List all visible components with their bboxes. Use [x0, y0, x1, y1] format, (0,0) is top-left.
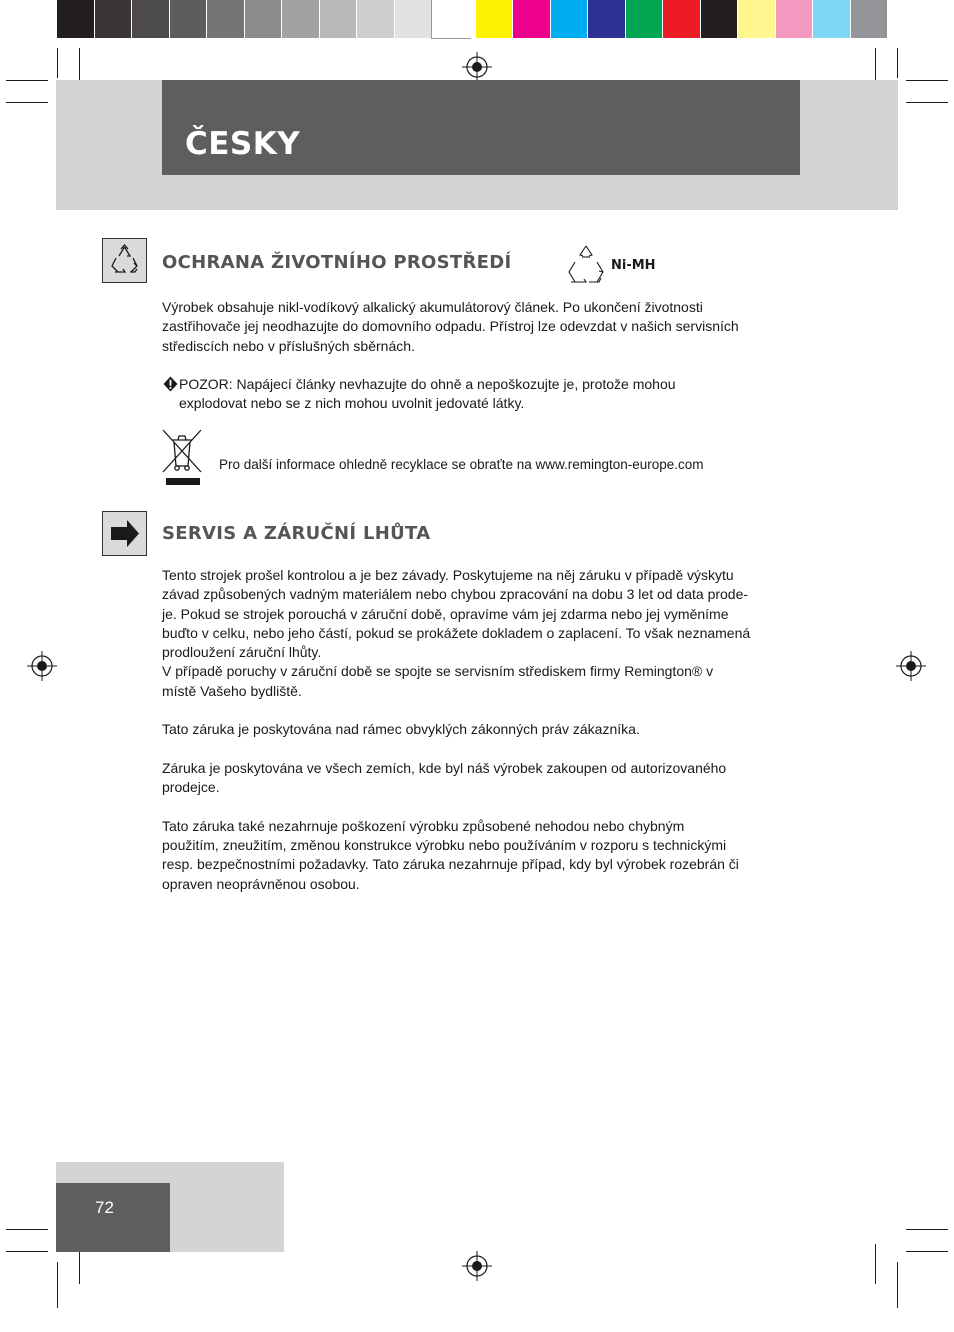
environment-paragraph: [162, 298, 739, 356]
color-swatch: [663, 0, 701, 38]
color-swatch: [245, 0, 283, 38]
color-swatch: [395, 0, 433, 38]
text-line: buďto v celku, nebo jeho částí, pokud se prokážete dokladem o zaplacení. To však neznamená: [162, 624, 751, 641]
crop-mark: [875, 1244, 876, 1284]
text-line: prodloužení záruční lhůty.: [162, 644, 322, 661]
crop-mark: [906, 1251, 948, 1252]
page-number: 72: [95, 1198, 114, 1217]
text-line: je. Pokud se strojek porouchá v záruční době, opravíme vám jej zdarma nebo jej vyměníme: [162, 605, 729, 622]
section-heading-environment: OCHRANA ŽIVOTNÍHO PROSTŘEDÍ: [162, 252, 512, 273]
service-paragraph-2: Tato záruka je poskytována nad rámec obvyklých zákonných práv zákazníka.: [162, 721, 640, 738]
crop-mark: [906, 80, 948, 81]
crop-mark: [897, 1262, 898, 1308]
arrow-right-icon: [102, 511, 147, 556]
warning-text: [179, 375, 676, 414]
text-line: POZOR: Napájecí články nevhazujte do ohně a nepoškozujte je, protože mohou: [179, 376, 676, 392]
crop-mark: [57, 48, 58, 78]
color-swatch: [320, 0, 358, 38]
text-line: resp. bezpečnostními požadavky. Tato záruka nezahrnuje případ, kdy byl výrobek rozebrán či: [162, 856, 739, 873]
text-line: použitím, zneužitím, změnou konstrukce výrobku nebo používáním v rozporu s technickými: [162, 837, 727, 854]
text-line: V případě poruchy v záruční době se spojte se servisním střediskem firmy Remington® v: [162, 663, 714, 680]
service-paragraph-3: [162, 759, 802, 798]
text-line: zastřihovače jej neodhazujte do domovního odpadu. Přístroj lze odevzdat v našich servisních: [162, 318, 739, 335]
recycle-icon: [102, 238, 147, 283]
crop-mark: [6, 1251, 48, 1252]
color-swatch: [851, 0, 889, 38]
crop-mark: [6, 102, 48, 103]
text-line: závad způsobených vadným materiálem nebo chybou zpracování na dobu 3 let od data prode-: [162, 586, 749, 603]
text-line: Tato záruka také nezahrnuje poškození výrobku způsobené nehodou nebo chybným: [162, 817, 685, 834]
color-swatch: [626, 0, 664, 38]
text-line: prodejce.: [162, 779, 220, 796]
crop-mark: [6, 1229, 48, 1230]
color-swatch: [282, 0, 320, 38]
crop-mark: [57, 1262, 58, 1308]
color-swatch: [95, 0, 133, 38]
battery-recycle-icon: [562, 242, 610, 290]
text-line: explodovat nebo se z nich mohou uvolnit jedovaté látky.: [179, 395, 525, 412]
color-swatch: [57, 0, 95, 38]
color-swatch: [776, 0, 814, 38]
color-swatch: [738, 0, 776, 38]
color-swatch: [170, 0, 208, 38]
color-swatch: [513, 0, 551, 38]
color-calibration-bar: [57, 0, 897, 38]
text-line: místě Vašeho bydliště.: [162, 682, 302, 699]
text-line: opraven neoprávněnou osobou.: [162, 875, 360, 892]
nimh-badge: Ni-MH: [611, 258, 656, 273]
page-title: ČESKY: [185, 126, 301, 162]
color-swatch: [476, 0, 514, 38]
warning-icon: [163, 376, 178, 392]
service-text: [162, 566, 802, 913]
service-paragraph-1: [162, 566, 802, 701]
crop-mark: [906, 1229, 948, 1230]
color-swatch: [813, 0, 851, 38]
color-swatch: [357, 0, 395, 38]
text-line: střediscích nebo v příslušných sběrnách.: [162, 337, 415, 354]
registration-mark-icon: [462, 52, 492, 82]
registration-mark-icon: [462, 1251, 492, 1281]
color-swatch: [551, 0, 589, 38]
section-heading-service: SERVIS A ZÁRUČNÍ LHŮTA: [162, 523, 431, 544]
color-swatch: [207, 0, 245, 38]
recycling-info: Pro další informace ohledně recyklace se obraťte na www.remington-europe.com: [219, 457, 704, 472]
crop-mark: [906, 102, 948, 103]
text-line: Výrobek obsahuje nikl-vodíkový alkalický akumulátorový článek. Po ukončení životnosti: [162, 299, 703, 315]
text-line: Tento strojek prošel kontrolou a je bez závady. Poskytujeme na něj záruku v případě výskytu: [162, 567, 734, 583]
registration-mark-icon: [896, 651, 926, 681]
registration-mark-icon: [27, 651, 57, 681]
color-swatch: [432, 0, 470, 38]
crop-mark: [6, 80, 48, 81]
color-swatch: [701, 0, 739, 38]
color-swatch: [588, 0, 626, 38]
color-swatch: [132, 0, 170, 38]
service-paragraph-4: [162, 817, 802, 894]
crop-mark: [897, 48, 898, 78]
weee-bin-icon: [160, 428, 204, 488]
text-line: Záruka je poskytována ve všech zemích, kde byl náš výrobek zakoupen od autorizovaného: [162, 759, 727, 776]
